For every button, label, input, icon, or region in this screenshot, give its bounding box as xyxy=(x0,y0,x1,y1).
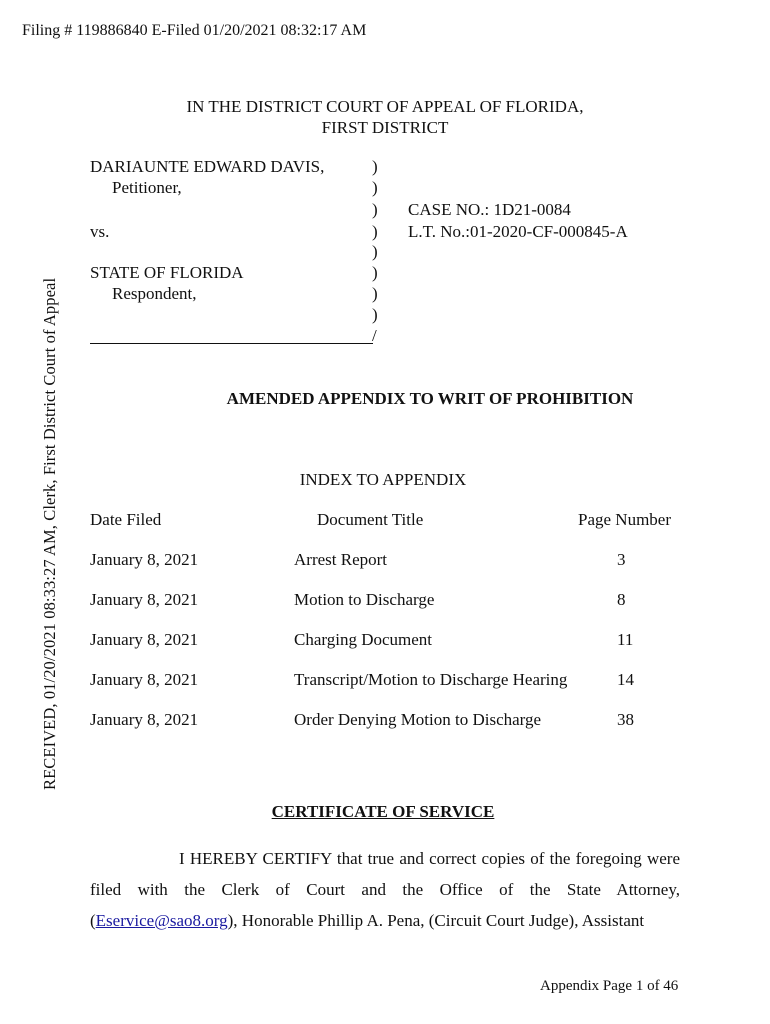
eservice-email-link[interactable]: Eservice@sao8.org xyxy=(95,911,228,930)
caption-paren: ) xyxy=(372,157,378,176)
petitioner-role: Petitioner, xyxy=(112,178,182,197)
court-heading-line1: IN THE DISTRICT COURT OF APPEAL OF FLORIDA, xyxy=(186,97,584,116)
certificate-text: I HEREBY CERTIFY that true and correct copies of the foregoing were filed with the Clerk of Court and the Office of the State Attorney, ( xyxy=(90,849,680,930)
lower-tribunal-number: L.T. No.:01-2020-CF-000845-A xyxy=(408,222,628,241)
index-row-title: Arrest Report xyxy=(294,550,388,569)
received-stamp: RECEIVED, 01/20/2021 08:33:27 AM, Clerk, First District Court of Appeal xyxy=(40,277,59,790)
index-row-page: 8 xyxy=(617,590,626,609)
caption-slash: / xyxy=(372,326,377,345)
page-footer: Appendix Page 1 of 46 xyxy=(540,978,679,994)
index-row-title: Motion to Discharge xyxy=(294,590,435,609)
caption-paren: ) xyxy=(372,200,378,219)
versus-label: vs. xyxy=(90,222,110,241)
certificate-text-continued: ), Honorable Phillip A. Pena, (Circuit Court Judge), Assistant xyxy=(227,911,645,930)
index-row-date: January 8, 2021 xyxy=(90,550,199,569)
certificate-heading: CERTIFICATE OF SERVICE xyxy=(271,802,495,821)
caption-paren: ) xyxy=(372,222,378,241)
court-heading-line2: FIRST DISTRICT xyxy=(321,118,449,137)
caption-paren: ) xyxy=(372,242,378,261)
index-heading: INDEX TO APPENDIX xyxy=(299,470,467,489)
filing-header: Filing # 119886840 E-Filed 01/20/2021 08:32:17 AM xyxy=(22,22,367,39)
index-header-title: Document Title xyxy=(317,510,424,529)
certificate-body xyxy=(90,843,680,936)
respondent-name: STATE OF FLORIDA xyxy=(90,263,244,282)
caption-paren: ) xyxy=(372,263,378,282)
index-row-page: 38 xyxy=(617,710,634,729)
index-header-date: Date Filed xyxy=(90,510,162,529)
index-row-title: Charging Document xyxy=(294,630,433,649)
index-row-page: 11 xyxy=(617,630,634,649)
petitioner-name: DARIAUNTE EDWARD DAVIS, xyxy=(90,157,325,176)
caption-paren: ) xyxy=(372,178,378,197)
document-title: AMENDED APPENDIX TO WRIT OF PROHIBITION xyxy=(226,389,634,408)
index-row-title: Transcript/Motion to Discharge Hearing xyxy=(294,670,568,689)
index-row-page: 3 xyxy=(617,550,626,569)
caption-paren: ) xyxy=(372,305,378,324)
index-row-title: Order Denying Motion to Discharge xyxy=(294,710,542,729)
case-number: CASE NO.: 1D21-0084 xyxy=(408,200,571,219)
court-heading xyxy=(0,96,770,138)
respondent-role: Respondent, xyxy=(112,284,197,303)
index-row-date: January 8, 2021 xyxy=(90,590,199,609)
index-row-date: January 8, 2021 xyxy=(90,710,199,729)
caption-paren: ) xyxy=(372,284,378,303)
index-row-page: 14 xyxy=(617,670,634,689)
index-row-date: January 8, 2021 xyxy=(90,630,199,649)
caption-rule xyxy=(90,343,373,344)
index-header-page: Page Number xyxy=(578,510,672,529)
index-row-date: January 8, 2021 xyxy=(90,670,199,689)
